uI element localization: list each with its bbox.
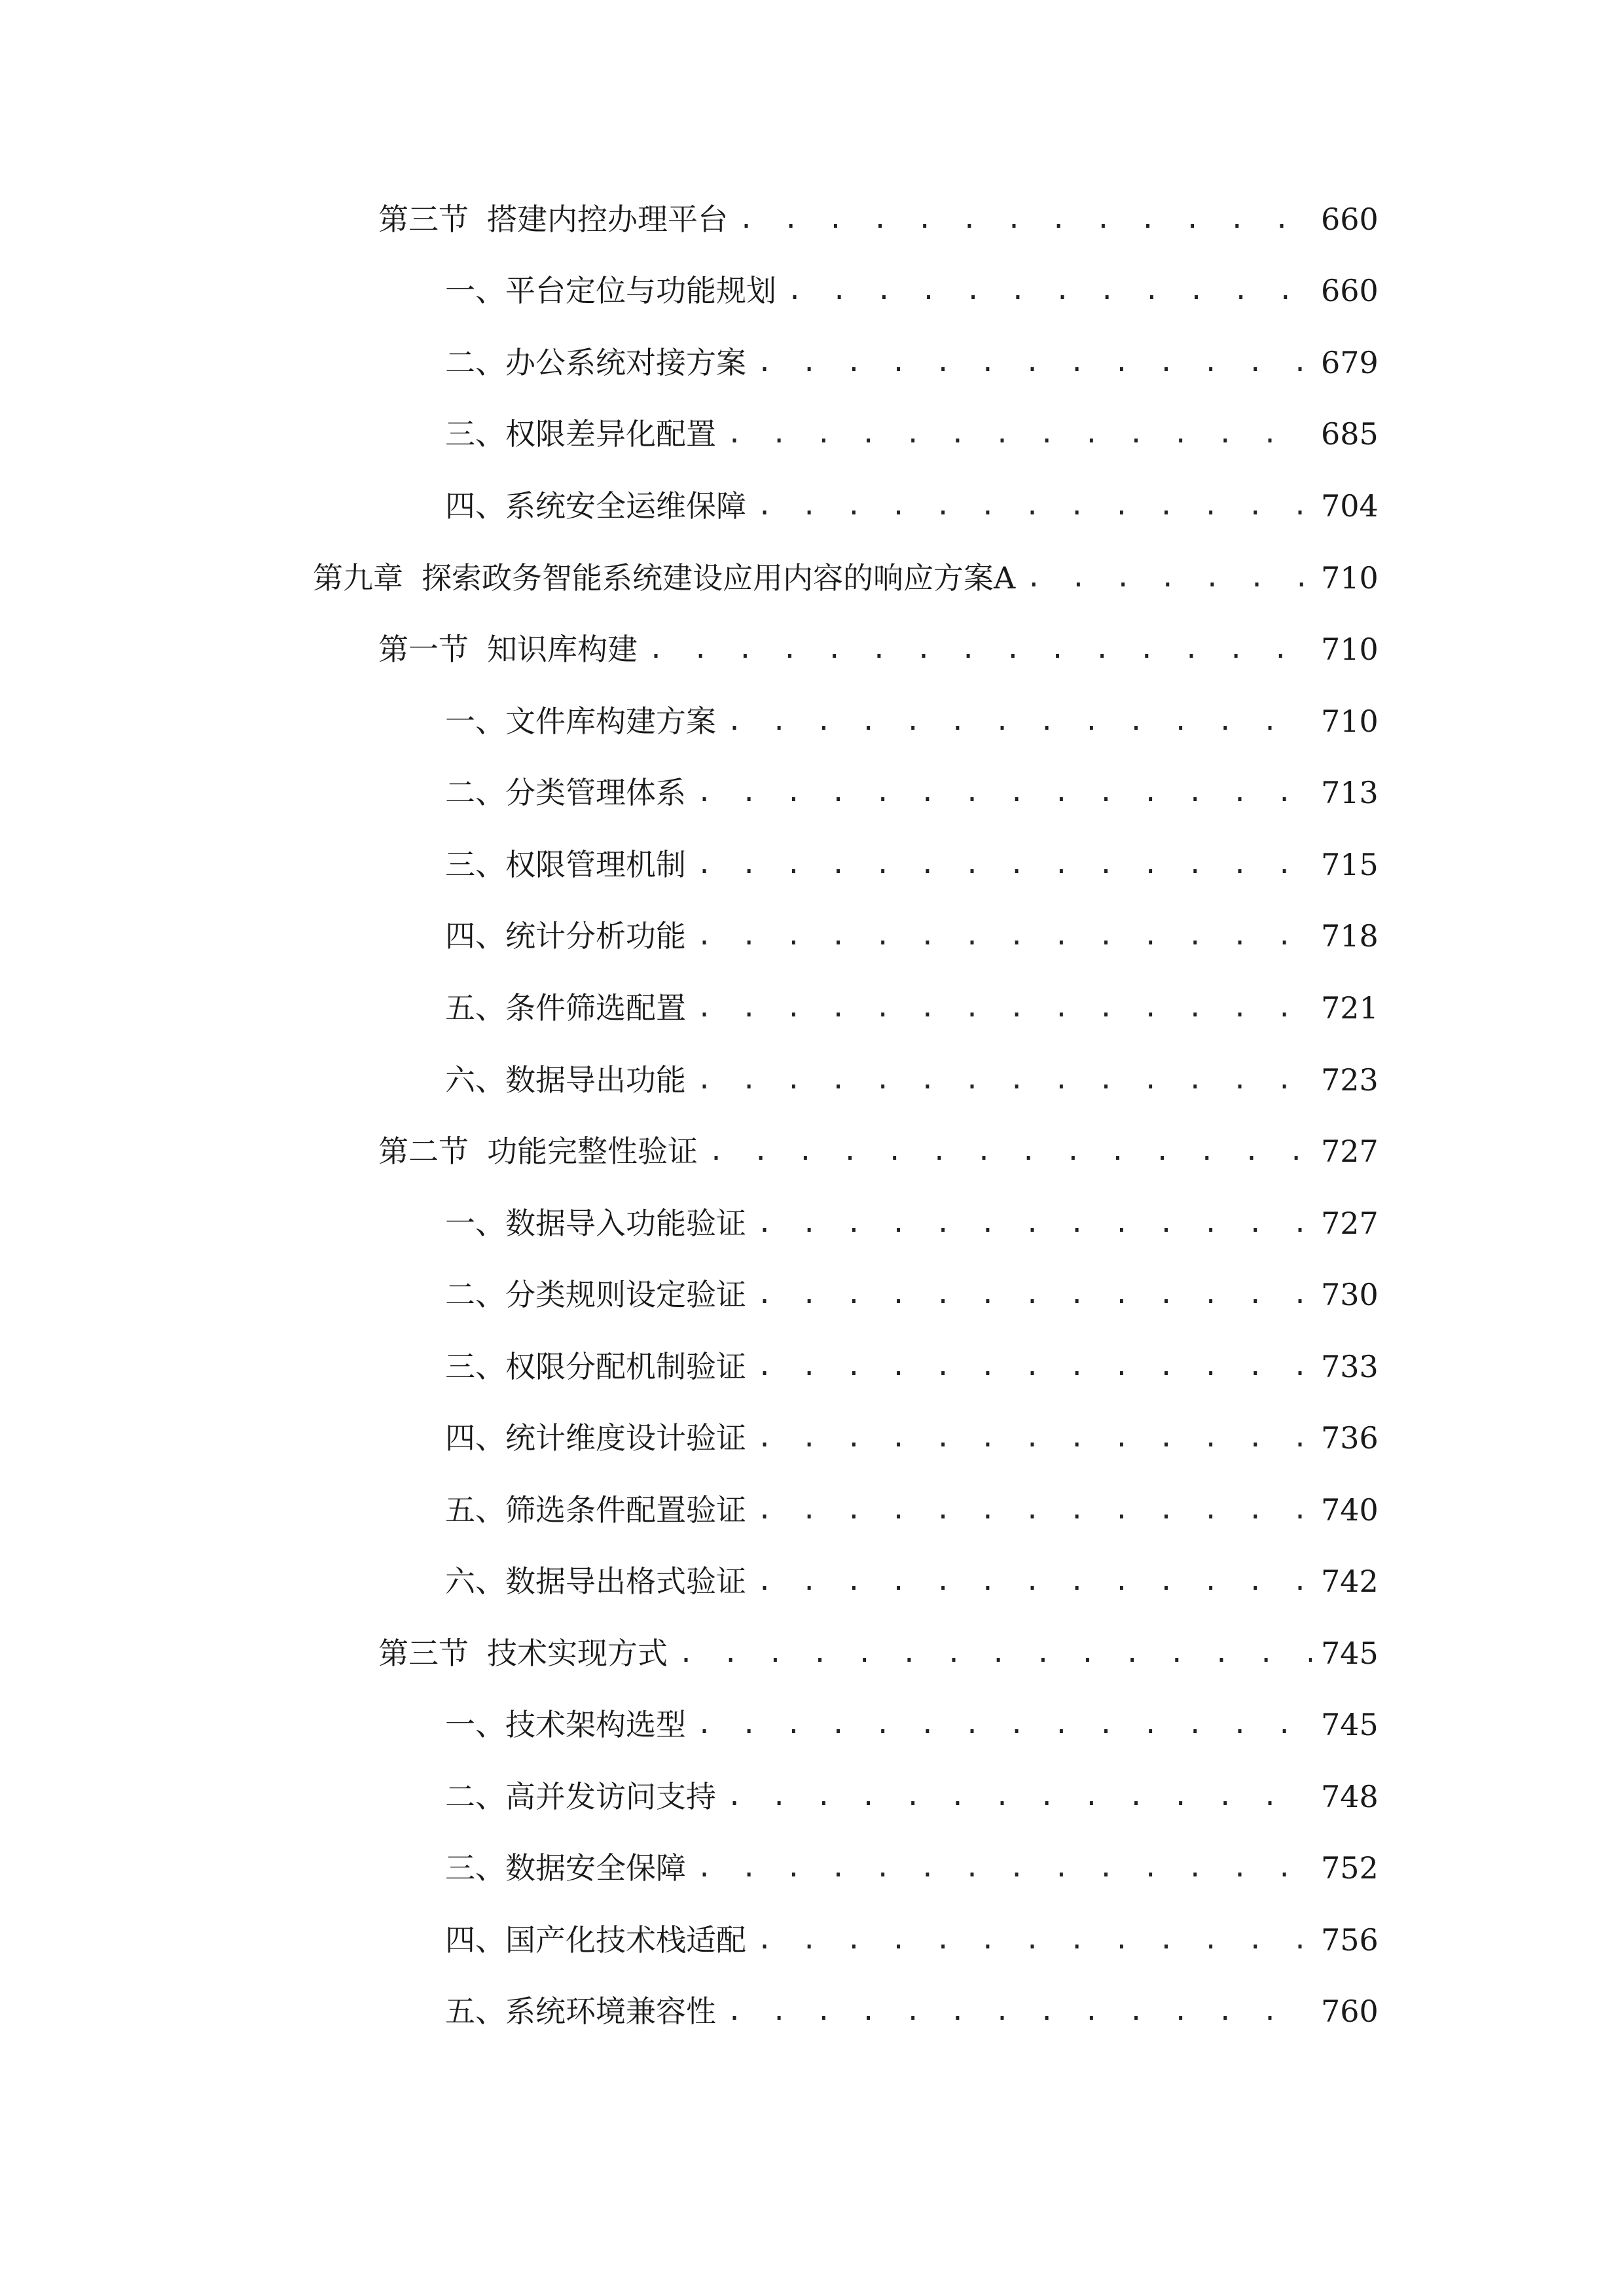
toc-entry-label: 二、 (445, 345, 505, 380)
toc-entry-title: 平台定位与功能规划 (505, 273, 776, 308)
toc-dot-leader (648, 623, 1312, 675)
toc-entry-label: 六、 (445, 1564, 505, 1599)
toc-entry-item[interactable] (445, 1340, 1379, 1393)
toc-page-number: 718 (1321, 918, 1379, 954)
toc-page-number: 727 (1321, 1134, 1379, 1169)
toc-page-number: 713 (1321, 775, 1379, 810)
toc-entry-title: 条件筛选配置 (505, 990, 686, 1026)
toc-entry-chapter[interactable] (313, 552, 1379, 604)
toc-entry-title: 办公系统对接方案 (505, 345, 746, 380)
toc-dot-leader (757, 1412, 1312, 1464)
toc-entry-title: 功能完整性验证 (487, 1134, 698, 1169)
toc-entry-label: 第九章 (313, 560, 403, 596)
toc-entry-title: 分类管理体系 (505, 775, 686, 810)
toc-page-number: 710 (1321, 704, 1379, 739)
toc-dot-leader (757, 1340, 1312, 1393)
toc-page-number: 685 (1321, 416, 1379, 452)
toc-entry-label: 四、 (445, 1420, 505, 1456)
toc-entry-item[interactable] (445, 1914, 1379, 1966)
toc-entry-label: 五、 (445, 1492, 505, 1528)
toc-entry-item[interactable] (445, 695, 1379, 747)
toc-entry-label: 第一节 (378, 632, 469, 667)
toc-dot-leader (678, 1627, 1312, 1679)
toc-page-number: 730 (1321, 1277, 1379, 1312)
toc-page-number: 679 (1321, 345, 1379, 380)
toc-entry-label: 三、 (445, 416, 505, 452)
toc-entry-item[interactable] (445, 982, 1379, 1034)
toc-entry-title: 技术实现方式 (487, 1636, 668, 1671)
toc-entry-section[interactable] (378, 1627, 1379, 1679)
toc-entry-label: 四、 (445, 918, 505, 954)
toc-entry-label: 一、 (445, 704, 505, 739)
toc-entry-section[interactable] (378, 623, 1379, 675)
toc-entry-label: 一、 (445, 273, 505, 308)
toc-dot-leader (757, 1914, 1312, 1966)
toc-dot-leader (708, 1125, 1312, 1177)
toc-dot-leader (757, 480, 1312, 532)
toc-entry-item[interactable] (445, 1985, 1379, 2037)
toc-page-number: 660 (1321, 273, 1379, 308)
toc-entry-title: 数据导出格式验证 (505, 1564, 746, 1599)
toc-page-number: 660 (1321, 202, 1379, 237)
toc-entry-label: 五、 (445, 990, 505, 1026)
toc-page-number: 727 (1321, 1206, 1379, 1241)
toc-dot-leader (696, 766, 1312, 819)
toc-entry-title: 权限分配机制验证 (505, 1349, 746, 1384)
toc-entry-label: 六、 (445, 1062, 505, 1098)
toc-dot-leader (727, 408, 1312, 460)
toc-dot-leader (696, 1054, 1312, 1106)
toc-dot-leader (1026, 552, 1312, 604)
toc-dot-leader (787, 264, 1312, 317)
toc-page-number: 721 (1321, 990, 1379, 1026)
toc-page-number: 756 (1321, 1922, 1379, 1958)
toc-entry-item[interactable] (445, 1770, 1379, 1823)
toc-entry-title: 高并发访问支持 (505, 1779, 716, 1814)
toc-entry-item[interactable] (445, 480, 1379, 532)
toc-dot-leader (696, 982, 1312, 1034)
toc-entry-item[interactable] (445, 910, 1379, 962)
toc-entry-title: 系统环境兼容性 (505, 1994, 716, 2029)
toc-entry-label: 三、 (445, 1349, 505, 1384)
toc-entry-title: 知识库构建 (487, 632, 638, 667)
toc-dot-leader (727, 1770, 1312, 1823)
toc-dot-leader (757, 1555, 1312, 1607)
toc-entry-title: 国产化技术栈适配 (505, 1922, 746, 1958)
toc-entry-item[interactable] (445, 1412, 1379, 1464)
toc-page-number: 736 (1321, 1420, 1379, 1456)
toc-dot-leader (757, 336, 1312, 389)
toc-entry-title: 统计分析功能 (505, 918, 686, 954)
toc-dot-leader (696, 1698, 1312, 1751)
toc-page-number: 723 (1321, 1062, 1379, 1098)
toc-entry-title: 数据导出功能 (505, 1062, 686, 1098)
toc-dot-leader (696, 910, 1312, 962)
toc-entry-label: 五、 (445, 1994, 505, 2029)
toc-entry-label: 二、 (445, 775, 505, 810)
toc-entry-label: 三、 (445, 847, 505, 882)
toc-page-number: 710 (1321, 560, 1379, 596)
toc-page-number: 740 (1321, 1492, 1379, 1528)
toc-entry-title: 统计维度设计验证 (505, 1420, 746, 1456)
toc-entry-item[interactable] (445, 1054, 1379, 1106)
toc-entry-item[interactable] (445, 1484, 1379, 1536)
toc-entry-item[interactable] (445, 1268, 1379, 1321)
toc-page-number: 752 (1321, 1850, 1379, 1886)
toc-entry-label: 二、 (445, 1779, 505, 1814)
toc-dot-leader (727, 695, 1312, 747)
toc-entry-title: 技术架构选型 (505, 1707, 686, 1742)
toc-entry-title: 数据安全保障 (505, 1850, 686, 1886)
toc-page-number: 715 (1321, 847, 1379, 882)
toc-entry-title: 搭建内控办理平台 (487, 202, 728, 237)
toc-entry-item[interactable] (445, 838, 1379, 891)
toc-entry-title: 权限差异化配置 (505, 416, 716, 452)
toc-entry-title: 筛选条件配置验证 (505, 1492, 746, 1528)
toc-dot-leader (757, 1268, 1312, 1321)
toc-entry-item[interactable] (445, 264, 1379, 317)
toc-entry-label: 三、 (445, 1850, 505, 1886)
toc-entry-item[interactable] (445, 336, 1379, 389)
toc-entry-label: 四、 (445, 488, 505, 524)
toc-entry-item[interactable] (445, 1555, 1379, 1607)
toc-entry-label: 四、 (445, 1922, 505, 1958)
toc-entry-label: 二、 (445, 1277, 505, 1312)
toc-dot-leader (696, 838, 1312, 891)
toc-dot-leader (738, 193, 1312, 245)
toc-entry-item[interactable] (445, 1698, 1379, 1751)
toc-dot-leader (757, 1484, 1312, 1536)
toc-page-number: 748 (1321, 1779, 1379, 1814)
toc-entry-label: 第三节 (378, 202, 469, 237)
toc-page-number: 745 (1321, 1707, 1379, 1742)
toc-entry-label: 一、 (445, 1707, 505, 1742)
toc-entry-item[interactable] (445, 1842, 1379, 1894)
toc-entry-title: 探索政务智能系统建设应用内容的响应方案A (422, 560, 1016, 596)
toc-entry-section[interactable] (378, 193, 1379, 245)
toc-entry-title: 系统安全运维保障 (505, 488, 746, 524)
toc-entry-label: 第三节 (378, 1636, 469, 1671)
toc-dot-leader (696, 1842, 1312, 1894)
toc-dot-leader (757, 1197, 1312, 1249)
toc-entry-item[interactable] (445, 1197, 1379, 1249)
toc-page-number: 760 (1321, 1994, 1379, 2029)
toc-entry-section[interactable] (378, 1125, 1379, 1177)
toc-page-number: 710 (1321, 632, 1379, 667)
toc-entry-label: 第二节 (378, 1134, 469, 1169)
toc-entry-title: 数据导入功能验证 (505, 1206, 746, 1241)
toc-entry-title: 分类规则设定验证 (505, 1277, 746, 1312)
toc-entry-item[interactable] (445, 766, 1379, 819)
toc-entry-title: 权限管理机制 (505, 847, 686, 882)
toc-entry-label: 一、 (445, 1206, 505, 1241)
toc-entry-title: 文件库构建方案 (505, 704, 716, 739)
toc-page-number: 733 (1321, 1349, 1379, 1384)
toc-dot-leader (727, 1985, 1312, 2037)
toc-entry-item[interactable] (445, 408, 1379, 460)
toc-page-number: 742 (1321, 1564, 1379, 1599)
toc-page-number: 704 (1321, 488, 1379, 524)
toc-page-number: 745 (1321, 1636, 1379, 1671)
